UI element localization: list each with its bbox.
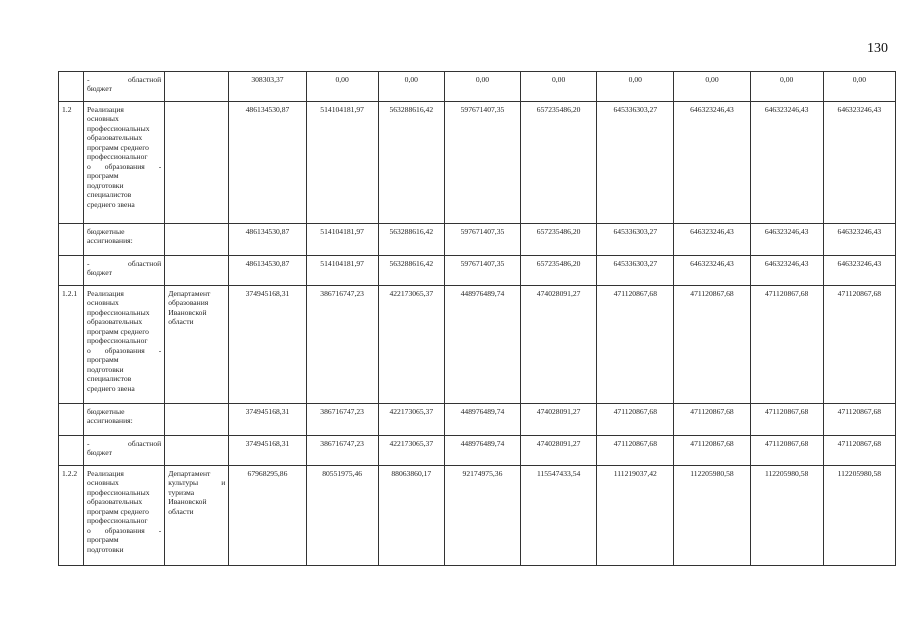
row-name <box>84 404 165 436</box>
row-name-line: профессиональных <box>87 123 150 133</box>
row-name-line: основных <box>87 298 119 308</box>
table-row <box>59 224 896 256</box>
row-executor-line: Ивановской <box>168 307 207 317</box>
row-name-line: подготовки <box>87 180 124 190</box>
row-name-line: бюджетные <box>87 407 125 416</box>
row-name-line: среднего звена <box>87 199 135 209</box>
amount-cell: 471120867,68 <box>597 286 674 404</box>
amount-cell: 386716747,23 <box>306 286 378 404</box>
amount-cell: 0,00 <box>521 72 597 102</box>
amount-cell: 0,00 <box>444 72 520 102</box>
row-name-line: - областной <box>87 75 162 84</box>
row-name-line: о образования - <box>87 161 162 171</box>
row-name-line: образовательных <box>87 133 143 143</box>
row-executor-line: области <box>168 506 194 516</box>
row-name-line: программ <box>87 171 119 181</box>
amount-cell: 386716747,23 <box>306 404 378 436</box>
amount-cell: 448976489,74 <box>444 286 520 404</box>
budget-table <box>58 71 896 566</box>
row-code <box>59 436 84 466</box>
amount-cell: 471120867,68 <box>823 436 895 466</box>
amount-cell: 471120867,68 <box>750 286 823 404</box>
amount-cell: 514104181,97 <box>306 224 378 256</box>
amount-cell: 645336303,27 <box>597 224 674 256</box>
table-row <box>59 404 896 436</box>
amount-cell: 514104181,97 <box>306 102 378 224</box>
row-name-line: программ среднего <box>87 142 149 152</box>
row-name-line: профессиональног <box>87 152 148 162</box>
row-name-line: образовательных <box>87 317 143 327</box>
row-name-line: - областной <box>87 259 162 268</box>
amount-cell: 471120867,68 <box>750 436 823 466</box>
amount-cell: 471120867,68 <box>674 436 750 466</box>
amount-cell: 448976489,74 <box>444 404 520 436</box>
amount-cell: 471120867,68 <box>674 404 750 436</box>
row-name-line: специалистов <box>87 190 132 200</box>
row-name-line: бюджетные <box>87 227 125 236</box>
amount-cell: 471120867,68 <box>823 404 895 436</box>
amount-cell: 0,00 <box>823 72 895 102</box>
table-row <box>59 436 896 466</box>
page-number: 130 <box>867 41 888 56</box>
row-name-line: программ среднего <box>87 326 149 336</box>
amount-cell: 386716747,23 <box>306 436 378 466</box>
row-name-line: о образования - <box>87 525 162 535</box>
amount-cell: 422173065,37 <box>378 404 444 436</box>
row-name-line: о образования - <box>87 345 162 355</box>
row-name-line: профессиональног <box>87 516 148 526</box>
amount-cell: 448976489,74 <box>444 436 520 466</box>
amount-cell: 112205980,58 <box>750 466 823 566</box>
amount-cell: 471120867,68 <box>823 286 895 404</box>
row-code <box>59 256 84 286</box>
amount-cell: 111219037,42 <box>597 466 674 566</box>
row-code <box>59 72 84 102</box>
amount-cell: 486134530,87 <box>229 224 306 256</box>
row-name-line: Реализация <box>87 289 124 298</box>
amount-cell: 646323246,43 <box>823 102 895 224</box>
amount-cell: 80551975,46 <box>306 466 378 566</box>
row-executor-line: области <box>168 317 194 327</box>
amount-cell: 422173065,37 <box>378 436 444 466</box>
row-name-line: бюджет <box>87 268 112 278</box>
row-name-line: подготовки <box>87 364 124 374</box>
amount-cell: 646323246,43 <box>750 102 823 224</box>
amount-cell: 471120867,68 <box>597 404 674 436</box>
amount-cell: 374945168,31 <box>229 436 306 466</box>
row-name-line: основных <box>87 478 119 488</box>
amount-cell: 308303,37 <box>229 72 306 102</box>
row-name-line: - областной <box>87 439 162 448</box>
amount-cell: 92174975,36 <box>444 466 520 566</box>
table-row <box>59 256 896 286</box>
row-name <box>84 256 165 286</box>
row-executor-line: Ивановской <box>168 497 207 507</box>
row-executor <box>165 404 229 436</box>
row-name-line: Реализация <box>87 105 124 114</box>
row-executor-line: Департамент <box>168 469 211 478</box>
amount-cell: 645336303,27 <box>597 256 674 286</box>
amount-cell: 471120867,68 <box>597 436 674 466</box>
row-executor <box>165 256 229 286</box>
row-executor <box>165 224 229 256</box>
amount-cell: 563288616,42 <box>378 224 444 256</box>
amount-cell: 657235486,20 <box>521 256 597 286</box>
amount-cell: 563288616,42 <box>378 256 444 286</box>
amount-cell: 563288616,42 <box>378 102 444 224</box>
amount-cell: 646323246,43 <box>674 256 750 286</box>
amount-cell: 88063860,17 <box>378 466 444 566</box>
row-name-line: образовательных <box>87 497 143 507</box>
amount-cell: 646323246,43 <box>674 102 750 224</box>
amount-cell: 422173065,37 <box>378 286 444 404</box>
amount-cell: 67968295,86 <box>229 466 306 566</box>
table-row <box>59 72 896 102</box>
row-name-line: программ <box>87 355 119 365</box>
row-name-line: профессиональных <box>87 487 150 497</box>
amount-cell: 514104181,97 <box>306 256 378 286</box>
row-executor-line: культуры и <box>168 478 226 488</box>
amount-cell: 471120867,68 <box>750 404 823 436</box>
row-name <box>84 286 165 404</box>
row-executor-line: Департамент <box>168 289 211 298</box>
table-row <box>59 466 896 566</box>
table-body <box>59 72 896 566</box>
row-name-line: программ <box>87 535 119 545</box>
amount-cell: 0,00 <box>378 72 444 102</box>
amount-cell: 115547433,54 <box>521 466 597 566</box>
table-row <box>59 286 896 404</box>
row-name-line: ассигнования: <box>87 416 133 426</box>
row-name-line: программ среднего <box>87 506 149 516</box>
amount-cell: 657235486,20 <box>521 224 597 256</box>
amount-cell: 646323246,43 <box>750 224 823 256</box>
amount-cell: 645336303,27 <box>597 102 674 224</box>
row-name <box>84 224 165 256</box>
row-name-line: основных <box>87 114 119 124</box>
amount-cell: 471120867,68 <box>674 286 750 404</box>
row-name-line: бюджет <box>87 84 112 94</box>
row-executor-line: туризма <box>168 487 195 497</box>
row-code: 1.2 <box>59 102 84 224</box>
amount-cell: 474028091,27 <box>521 436 597 466</box>
row-code <box>59 224 84 256</box>
row-name <box>84 436 165 466</box>
amount-cell: 646323246,43 <box>674 224 750 256</box>
row-name <box>84 102 165 224</box>
row-executor <box>165 102 229 224</box>
row-name <box>84 72 165 102</box>
table-row <box>59 102 896 224</box>
amount-cell: 486134530,87 <box>229 256 306 286</box>
amount-cell: 0,00 <box>674 72 750 102</box>
amount-cell: 112205980,58 <box>674 466 750 566</box>
amount-cell: 0,00 <box>306 72 378 102</box>
amount-cell: 657235486,20 <box>521 102 597 224</box>
row-executor <box>165 72 229 102</box>
amount-cell: 646323246,43 <box>823 256 895 286</box>
amount-cell: 0,00 <box>597 72 674 102</box>
row-code: 1.2.2 <box>59 466 84 566</box>
row-name-line: профессиональных <box>87 307 150 317</box>
amount-cell: 597671407,35 <box>444 102 520 224</box>
amount-cell: 597671407,35 <box>444 224 520 256</box>
row-name-line: профессиональног <box>87 336 148 346</box>
amount-cell: 474028091,27 <box>521 404 597 436</box>
row-name-line: подготовки <box>87 544 124 554</box>
row-executor-line: образования <box>168 298 209 308</box>
amount-cell: 646323246,43 <box>750 256 823 286</box>
row-code: 1.2.1 <box>59 286 84 404</box>
row-name-line: ассигнования: <box>87 236 133 246</box>
row-name-line: специалистов <box>87 374 132 384</box>
row-executor <box>165 466 229 566</box>
amount-cell: 474028091,27 <box>521 286 597 404</box>
row-name-line: бюджет <box>87 448 112 458</box>
amount-cell: 597671407,35 <box>444 256 520 286</box>
amount-cell: 374945168,31 <box>229 404 306 436</box>
row-name <box>84 466 165 566</box>
row-name-line: среднего звена <box>87 383 135 393</box>
amount-cell: 374945168,31 <box>229 286 306 404</box>
row-name-line: Реализация <box>87 469 124 478</box>
amount-cell: 646323246,43 <box>823 224 895 256</box>
amount-cell: 0,00 <box>750 72 823 102</box>
row-executor <box>165 436 229 466</box>
row-executor <box>165 286 229 404</box>
amount-cell: 486134530,87 <box>229 102 306 224</box>
row-code <box>59 404 84 436</box>
amount-cell: 112205980,58 <box>823 466 895 566</box>
